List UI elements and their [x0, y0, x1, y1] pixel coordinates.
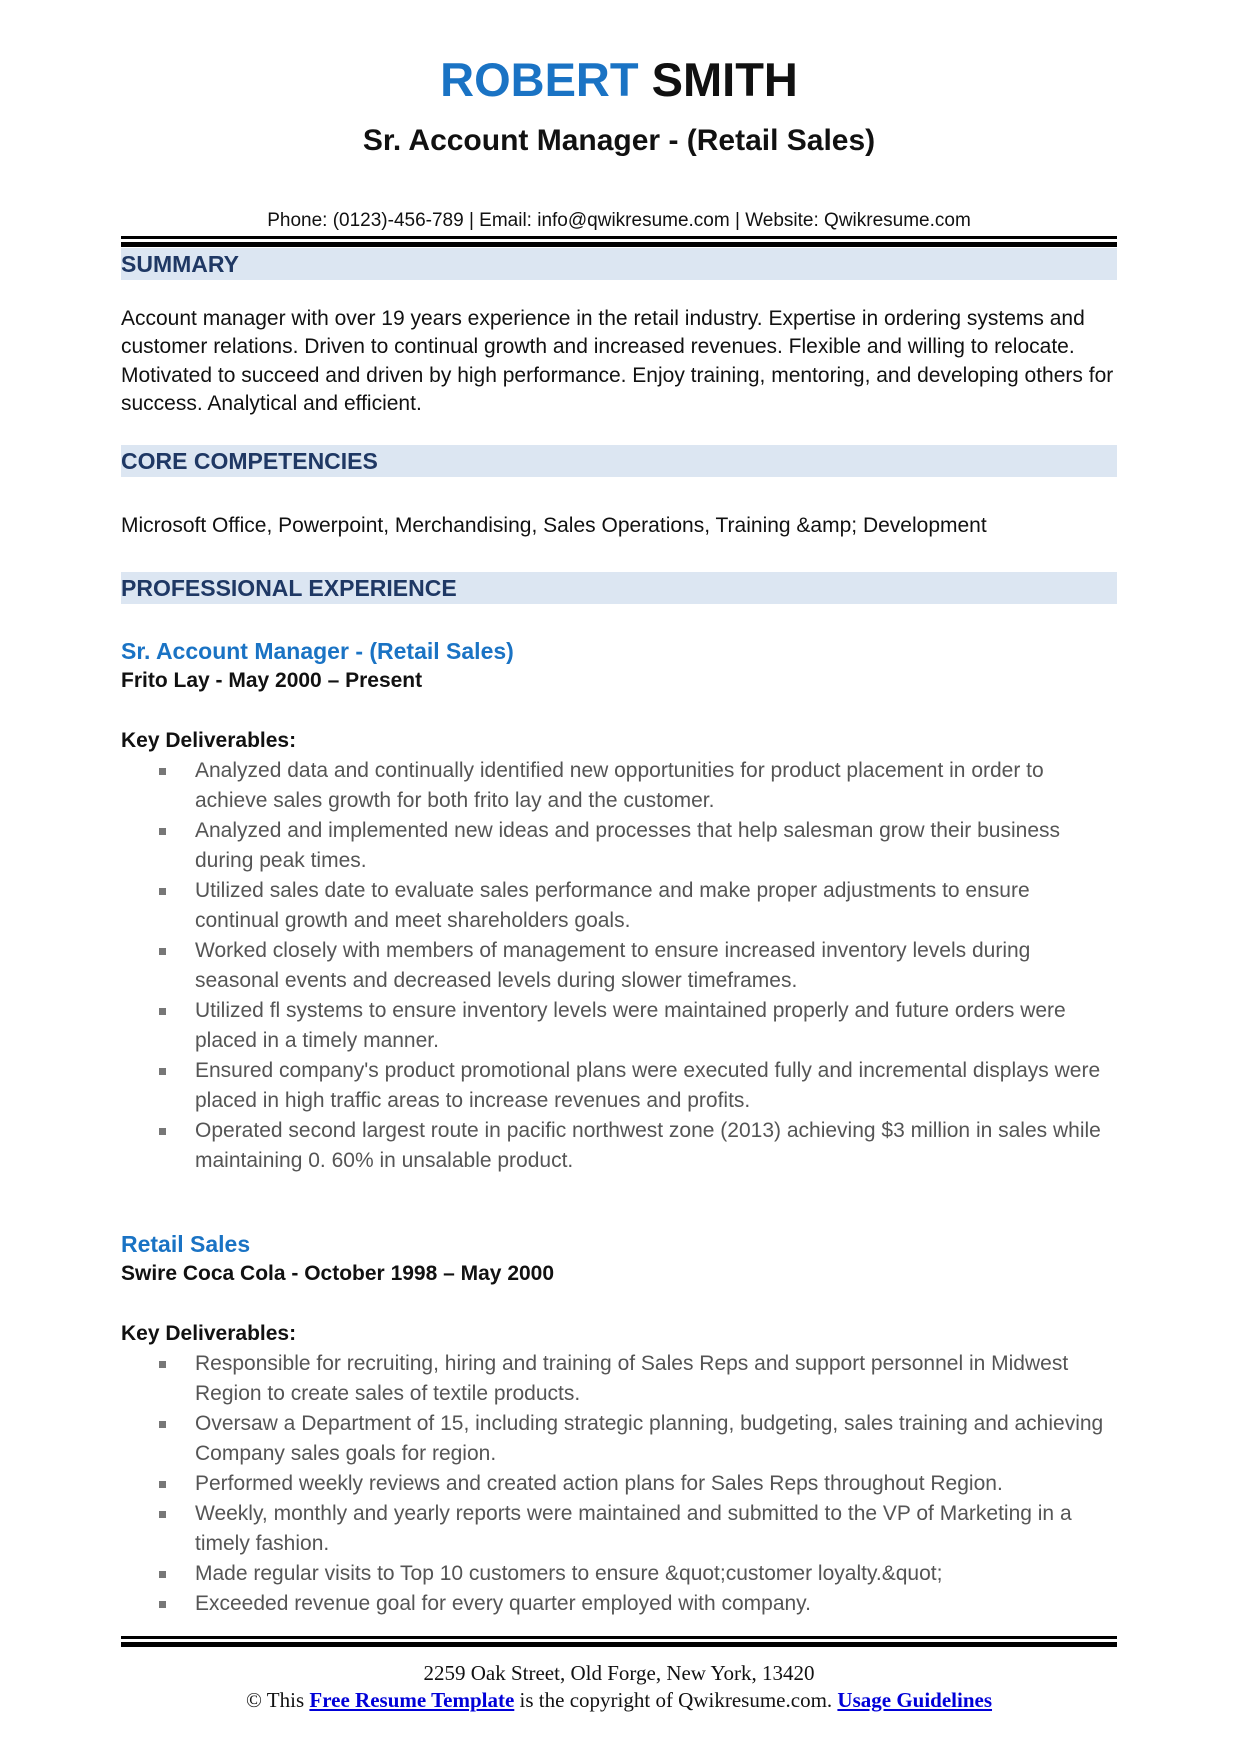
list-item: Utilized sales date to evaluate sales performance and make proper adjustments to ensure continual growth and meet shareholders goals.	[121, 876, 1117, 936]
list-item: Analyzed data and continually identified new opportunities for product placement in order to achieve sales growth for both frito lay and the customer.	[121, 756, 1117, 816]
footer-address: 2259 Oak Street, Old Forge, New York, 13420	[423, 1661, 815, 1685]
job-entry-company: Swire Coca Cola - October 1998 – May 2000	[121, 1262, 555, 1285]
list-item: Oversaw a Department of 15, including strategic planning, budgeting, sales training and achieving Company sales goals for region.	[121, 1409, 1117, 1469]
key-deliverables-label: Key Deliverables:	[121, 1322, 297, 1345]
candidate-name	[121, 50, 1117, 110]
list-item: Weekly, monthly and yearly reports were maintained and submitted to the VP of Marketing in a timely fashion.	[121, 1499, 1117, 1559]
experience-heading: PROFESSIONAL EXPERIENCE	[121, 572, 1117, 604]
list-item: Operated second largest route in pacific northwest zone (2013) achieving $3 million in sales while maintaining 0. 60% in unsalable product.	[121, 1116, 1117, 1176]
list-item: Analyzed and implemented new ideas and processes that help salesman grow their business during peak times.	[121, 816, 1117, 876]
list-item: Responsible for recruiting, hiring and training of Sales Reps and support personnel in Midwest Region to create sales of textile products.	[121, 1349, 1117, 1409]
list-item: Made regular visits to Top 10 customers to ensure &quot;customer loyalty.&quot;	[121, 1559, 1117, 1589]
competencies-text: Microsoft Office, Powerpoint, Merchandising, Sales Operations, Training &amp; Development	[121, 514, 987, 537]
summary-text: Account manager with over 19 years experience in the retail industry. Expertise in ordering systems and customer relations. Driven to continual growth and increased revenues. Flexible and willing to relocate. Motivated to succeed and driven by high performance. Enjoy training, mentoring, and developing others for success. Analytical and efficient.	[121, 307, 1114, 415]
footer-divider	[121, 1636, 1117, 1647]
job-entry	[121, 636, 1117, 1176]
deliverables-list	[121, 756, 1117, 1176]
list-item: Performed weekly reviews and created action plans for Sales Reps throughout Region.	[121, 1469, 1117, 1499]
job-entry-title: Retail Sales	[121, 1231, 251, 1257]
key-deliverables-label: Key Deliverables:	[121, 729, 297, 752]
usage-guidelines-link[interactable]: Usage Guidelines	[837, 1688, 993, 1712]
list-item: Ensured company's product promotional plans were executed fully and incremental displays were placed in high traffic areas to increase revenues and profits.	[121, 1056, 1117, 1116]
list-item: Worked closely with members of management to ensure increased inventory levels during seasonal events and decreased levels during slower timeframes.	[121, 936, 1117, 996]
competencies-heading: CORE COMPETENCIES	[121, 445, 1117, 477]
last-name: SMITH	[651, 53, 798, 106]
job-entry	[121, 1229, 1117, 1619]
summary-heading: SUMMARY	[121, 248, 1117, 280]
header-divider	[121, 236, 1117, 247]
copyright-text: is the copyright of Qwikresume.com.	[519, 1688, 833, 1712]
free-resume-template-link[interactable]: Free Resume Template	[309, 1688, 515, 1712]
first-name: ROBERT	[440, 53, 639, 106]
list-item: Exceeded revenue goal for every quarter employed with company.	[121, 1589, 1117, 1619]
footer-copyright	[121, 1687, 1117, 1713]
job-entry-title: Sr. Account Manager - (Retail Sales)	[121, 638, 514, 664]
job-entry-company: Frito Lay - May 2000 – Present	[121, 669, 423, 692]
contact-info: Phone: (0123)-456-789 | Email: info@qwikresume.com | Website: Qwikresume.com	[267, 210, 971, 231]
deliverables-list	[121, 1349, 1117, 1619]
copyright-prefix: © This	[245, 1688, 305, 1712]
list-item: Utilized fl systems to ensure inventory levels were maintained properly and future orders were placed in a timely manner.	[121, 996, 1117, 1056]
job-title: Sr. Account Manager - (Retail Sales)	[362, 124, 876, 157]
